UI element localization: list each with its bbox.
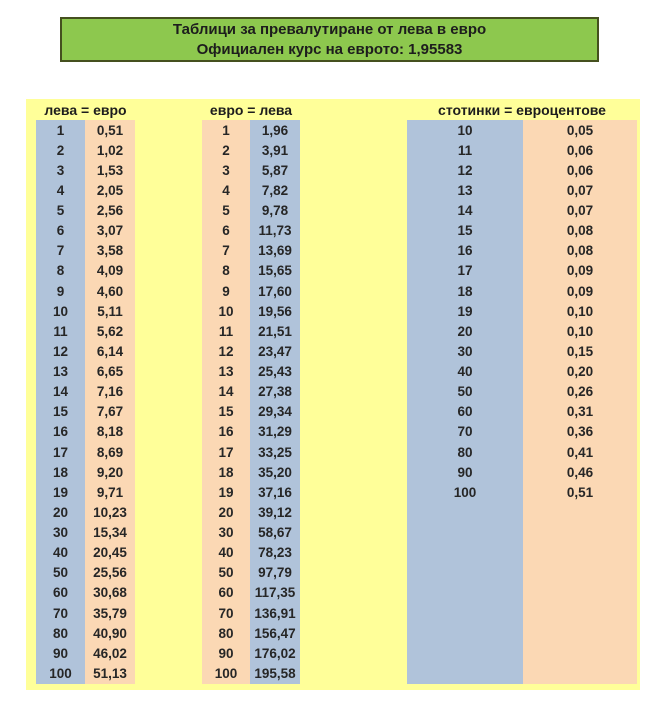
table-cell: 90 — [52, 645, 69, 661]
table-cell: 40 — [218, 545, 234, 561]
table-cell: 2 — [56, 142, 65, 158]
table-cell: 17,60 — [258, 283, 292, 299]
table-cell: 176,02 — [254, 645, 296, 661]
table-cell: 25,56 — [93, 565, 127, 581]
table-cell: 14 — [52, 384, 69, 400]
table-cell: 37,16 — [258, 484, 292, 500]
table-cell: 20,45 — [93, 545, 127, 561]
table-cell: 2,56 — [96, 203, 124, 219]
table-cell: 16 — [52, 424, 69, 440]
table-cell: 4,09 — [96, 263, 124, 279]
official-rate-line: Официален курс на еврото: 1,95583 — [196, 40, 463, 58]
table-cell: 35,79 — [93, 605, 127, 621]
table-cell: 30 — [218, 525, 234, 541]
table-cell: 17 — [457, 263, 473, 279]
table-cell: 29,34 — [258, 404, 292, 420]
table-cell: 4 — [222, 182, 230, 198]
table-cell: 8,18 — [96, 424, 124, 440]
table-cell: 4 — [56, 182, 65, 198]
table-header-euro-to-leva: евро = лева — [209, 102, 293, 118]
table-cell: 15,65 — [258, 263, 292, 279]
table-cell: 5 — [222, 203, 230, 219]
table-cell: 40 — [457, 364, 473, 380]
table-cell: 35,20 — [258, 464, 292, 480]
table-header-leva-to-euro: лева = евро — [44, 102, 127, 118]
table-cell: 33,25 — [258, 444, 292, 460]
table-cell: 117,35 — [254, 585, 296, 601]
table-cell: 14 — [218, 384, 234, 400]
table-cell: 0,20 — [566, 364, 594, 380]
table-cell: 11,73 — [258, 223, 292, 239]
table-cell: 60 — [52, 585, 69, 601]
table-cell: 50 — [457, 384, 473, 400]
table-cell: 7,67 — [96, 404, 124, 420]
table-cell: 5,11 — [97, 303, 123, 319]
table-cell: 78,23 — [258, 545, 292, 561]
column-euro — [85, 120, 135, 684]
table-cell: 8 — [56, 263, 65, 279]
table-cell: 30 — [457, 343, 473, 359]
table-cell: 136,91 — [254, 605, 296, 621]
table-cell: 0,09 — [566, 283, 594, 299]
table-euro-to-leva — [202, 101, 300, 684]
table-cell: 4,60 — [96, 283, 124, 299]
table-cell: 10 — [457, 122, 473, 138]
table-cell: 0,08 — [566, 243, 594, 259]
table-cell: 30 — [52, 525, 69, 541]
table-cell: 13 — [457, 182, 473, 198]
table-cell: 19 — [218, 484, 234, 500]
table-cell: 20 — [218, 504, 234, 520]
table-cell: 15,34 — [93, 525, 127, 541]
table-cell: 1 — [222, 122, 230, 138]
table-cell: 9,78 — [261, 203, 289, 219]
table-cell: 17 — [218, 444, 234, 460]
table-columns — [407, 120, 637, 684]
table-cell: 15 — [218, 404, 234, 420]
table-cell: 58,67 — [258, 525, 292, 541]
table-cell: 0,10 — [566, 303, 594, 319]
title-box — [60, 17, 599, 62]
table-cell: 0,46 — [566, 464, 594, 480]
table-cell: 10,23 — [93, 504, 127, 520]
table-cell: 13 — [218, 364, 234, 380]
table-stotinki-to-eurocents — [407, 101, 637, 684]
table-cell: 70 — [52, 605, 69, 621]
table-cell: 10 — [52, 303, 69, 319]
table-cell: 0,51 — [566, 484, 594, 500]
table-cell: 8,69 — [96, 444, 124, 460]
table-cell: 3 — [222, 162, 230, 178]
table-cell: 40 — [52, 545, 69, 561]
table-cell: 25,43 — [258, 364, 292, 380]
table-cell: 80 — [52, 625, 69, 641]
table-cell: 7 — [56, 243, 65, 259]
table-cell: 9 — [56, 283, 65, 299]
column-leva — [250, 120, 300, 684]
table-cell: 7,82 — [261, 182, 289, 198]
table-header-stotinki-to-eurocents: стотинки = евроцентове — [438, 102, 606, 118]
table-cell: 5 — [56, 203, 65, 219]
table-cell: 19 — [52, 484, 69, 500]
table-cell: 19 — [457, 303, 473, 319]
table-cell: 39,12 — [258, 504, 292, 520]
table-cell: 7 — [222, 243, 230, 259]
table-cell: 11 — [53, 323, 68, 339]
table-cell: 40,90 — [93, 625, 127, 641]
table-leva-to-euro — [36, 101, 135, 684]
table-columns — [36, 120, 135, 684]
column-stotinki — [407, 120, 523, 684]
table-cell: 27,38 — [258, 384, 292, 400]
table-cell: 100 — [49, 665, 72, 681]
table-cell: 51,13 — [93, 665, 127, 681]
table-cell: 0,09 — [566, 263, 594, 279]
column-leva — [36, 120, 85, 684]
table-cell: 6 — [222, 223, 230, 239]
table-cell: 19,56 — [258, 303, 292, 319]
table-cell: 10 — [218, 303, 234, 319]
table-cell: 60 — [457, 404, 473, 420]
table-cell: 0,08 — [566, 223, 594, 239]
table-cell: 18 — [52, 464, 69, 480]
table-cell: 0,06 — [566, 162, 594, 178]
table-cell: 21,51 — [258, 323, 292, 339]
table-cell: 31,29 — [258, 424, 292, 440]
table-cell: 14 — [457, 203, 473, 219]
table-cell: 90 — [218, 645, 234, 661]
column-eurocents — [523, 120, 637, 684]
table-cell: 97,79 — [258, 565, 292, 581]
table-cell: 17 — [52, 444, 69, 460]
table-cell: 0,15 — [566, 343, 594, 359]
table-cell: 0,07 — [566, 182, 594, 198]
table-cell: 0,36 — [566, 424, 594, 440]
table-cell: 18 — [457, 283, 473, 299]
table-cell: 15 — [457, 223, 473, 239]
table-cell: 30,68 — [93, 585, 127, 601]
table-cell: 6,65 — [96, 364, 124, 380]
table-cell: 9 — [222, 283, 230, 299]
table-cell: 90 — [457, 464, 473, 480]
table-cell: 0,31 — [566, 404, 594, 420]
table-cell: 12 — [218, 343, 234, 359]
table-cell: 3,58 — [96, 243, 124, 259]
table-cell: 16 — [218, 424, 234, 440]
table-cell: 5,87 — [261, 162, 289, 178]
table-cell: 2 — [222, 142, 230, 158]
table-cell: 3 — [56, 162, 65, 178]
table-cell: 12 — [52, 343, 69, 359]
table-cell: 15 — [52, 404, 69, 420]
page-title: Таблици за превалутиране от лева в евро — [172, 20, 487, 38]
table-cell: 20 — [52, 504, 69, 520]
table-cell: 156,47 — [254, 625, 296, 641]
table-cell: 9,20 — [96, 464, 124, 480]
table-cell: 16 — [457, 243, 473, 259]
table-cell: 2,05 — [96, 182, 124, 198]
column-euro — [202, 120, 250, 684]
table-cell: 20 — [457, 323, 473, 339]
table-cell: 6,14 — [96, 343, 124, 359]
table-cell: 9,71 — [96, 484, 124, 500]
table-cell: 1,53 — [96, 162, 124, 178]
table-cell: 80 — [218, 625, 234, 641]
table-cell: 1,02 — [96, 142, 124, 158]
table-cell: 3,07 — [96, 223, 124, 239]
table-cell: 70 — [218, 605, 234, 621]
table-cell: 0,26 — [566, 384, 594, 400]
table-cell: 13,69 — [258, 243, 292, 259]
table-cell: 7,16 — [96, 384, 124, 400]
table-cell: 100 — [214, 665, 238, 681]
table-cell: 60 — [218, 585, 234, 601]
table-cell: 0,07 — [566, 203, 594, 219]
table-cell: 0,41 — [566, 444, 594, 460]
table-cell: 12 — [457, 162, 473, 178]
table-cell: 13 — [52, 364, 69, 380]
table-cell: 50 — [218, 565, 234, 581]
table-cell: 0,10 — [566, 323, 594, 339]
table-cell: 5,62 — [96, 323, 124, 339]
table-cell: 0,05 — [566, 122, 594, 138]
table-cell: 195,58 — [254, 665, 296, 681]
table-cell: 6 — [56, 223, 65, 239]
table-cell: 1,96 — [261, 122, 289, 138]
table-cell: 70 — [457, 424, 473, 440]
table-columns — [202, 120, 300, 684]
table-cell: 18 — [218, 464, 234, 480]
table-cell: 11 — [218, 323, 234, 339]
table-cell: 11 — [457, 142, 473, 158]
table-cell: 0,06 — [566, 142, 594, 158]
table-cell: 80 — [457, 444, 473, 460]
table-cell: 50 — [52, 565, 69, 581]
table-cell: 46,02 — [93, 645, 127, 661]
conversion-board — [26, 99, 640, 690]
table-cell: 3,91 — [261, 142, 289, 158]
table-cell: 0,51 — [96, 122, 124, 138]
table-cell: 8 — [222, 263, 230, 279]
table-cell: 100 — [453, 484, 477, 500]
table-cell: 1 — [56, 122, 65, 138]
table-cell: 23,47 — [258, 343, 292, 359]
